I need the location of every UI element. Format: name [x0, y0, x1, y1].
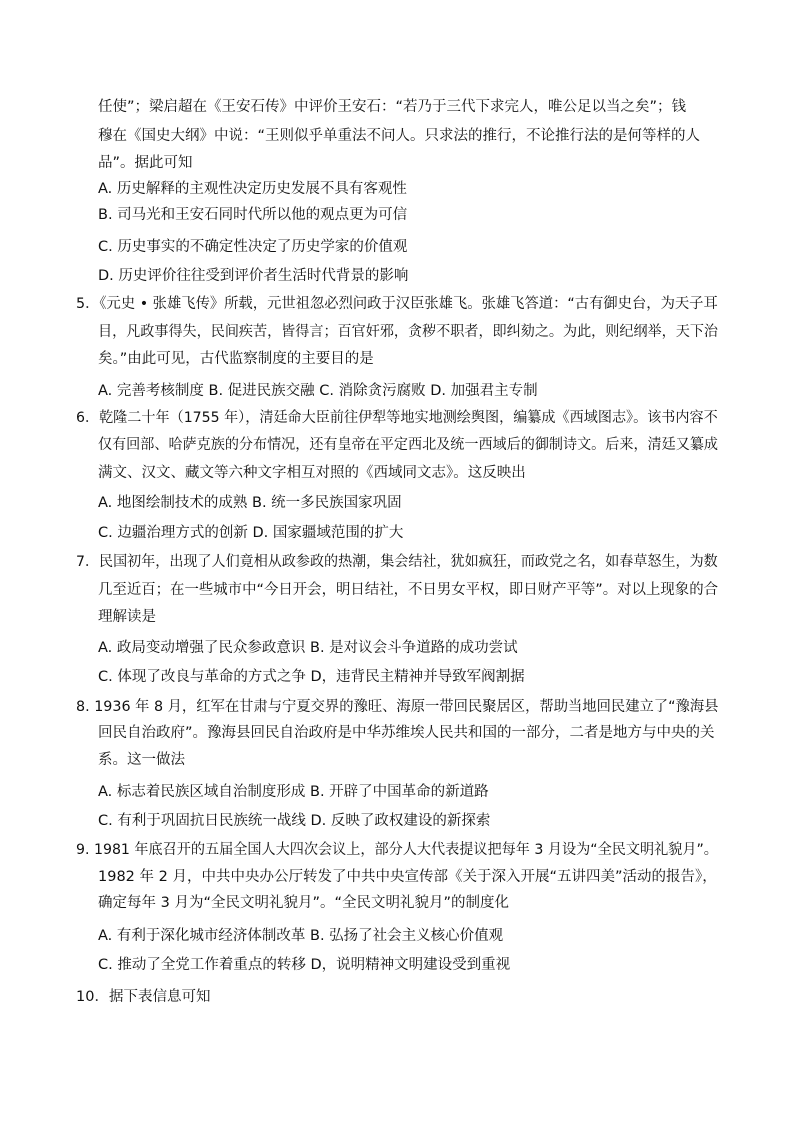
q4-stem-line-1: 任使”；梁启超在《王安石传》中评价王安石：“若乃于三代下求完人，唯公足以当之矣”；钱: [98, 99, 687, 115]
q4-option-b: B. 司马光和王安石同时代所以他的观点更为可信: [98, 207, 408, 223]
q7-stem-line-1: 7．民国初年，出现了人们竟相从政参政的热潮，集会结社，犹如疯狂，而政党之名，如春草怒生，为数: [76, 554, 718, 570]
q7-options-ab: A. 政局变动增强了民众参政意识 B. 是对议会斗争道路的成功尝试: [98, 640, 518, 656]
q4-option-c: C. 历史事实的不确定性决定了历史学家的价值观: [98, 239, 408, 255]
q6-stem-line-3: 满文、汉文、藏文等六种文字相互对照的《西域同文志》。这反映出: [98, 465, 526, 481]
q5-stem-line-2: 目，凡政事得失，民间疾苦，皆得言；百官奸邪，贪秽不职者，即纠劾之。为此，则纪纲举，天下治: [98, 324, 719, 340]
q6-options-ab: A. 地图绘制技术的成熟 B. 统一多民族国家巩固: [98, 495, 402, 511]
q5-stem-line-1: 5．《元史 • 张雄飞传》所载，元世祖忽必烈问政于汉臣张雄飞。张雄飞答道：“古有御史台，为天子耳: [76, 296, 718, 312]
q9-options-cd: C. 推动了全党工作着重点的转移 D，说明精神文明建设受到重视: [98, 957, 511, 973]
q7-stem-line-2: 几至近百；在一些城市中“今日开会，明日结社，不日男女平权，即日财产平等”。对以上现象的合: [98, 582, 719, 598]
q9-stem-line-1: 9. 1981 年底召开的五届全国人大四次会议上，部分人大代表提议把每年 3 月设为“全民文明礼貌月”。: [76, 842, 718, 858]
q8-stem-line-3: 系。这一做法: [98, 752, 185, 768]
q8-stem-line-1: 8. 1936 年 8 月，红军在甘肃与宁夏交界的豫旺、海原一带回民聚居区，帮助当地回民建立了“豫海县: [76, 699, 719, 715]
q10-stem: 10．据下表信息可知: [76, 989, 211, 1005]
q5-stem-line-3: 矣。”由此可见，古代监察制度的主要目的是: [98, 351, 374, 367]
q8-options-cd: C. 有利于巩固抗日民族统一战线 D. 反映了政权建设的新探索: [98, 813, 491, 829]
q8-stem-line-2: 回民自治政府”。豫海县回民自治政府是中华苏维埃人民共和国的一部分，二者是地方与中央的关: [98, 725, 715, 741]
q6-options-cd: C. 边疆治理方式的创新 D. 国家疆域范围的扩大: [98, 525, 404, 541]
q6-stem-line-1: 6．乾隆二十年（1755 年），清廷命大臣前往伊犁等地实地测绘舆图，编纂成《西域图志》。该书内容不: [76, 410, 718, 426]
q9-options-ab: A. 有利于深化城市经济体制改革 B. 弘扬了社会主义核心价值观: [98, 928, 504, 944]
q7-stem-line-3: 理解读是: [98, 609, 156, 625]
q4-option-d: D. 历史评价往往受到评价者生活时代背景的影响: [98, 268, 409, 284]
q7-options-cd: C. 体现了改良与革命的方式之争 D，违背民主精神并导致军阀割据: [98, 669, 525, 685]
q4-stem-line-3: 品”。据此可知: [98, 155, 193, 171]
q4-option-a: A. 历史解释的主观性决定历史发展不具有客观性: [98, 181, 407, 197]
q9-stem-line-2: 1982 年 2 月，中共中央办公厅转发了中共中央宣传部《关于深入开展“五讲四美”活动的报告》，: [98, 869, 717, 885]
q9-stem-line-3: 确定每年 3 月为“全民文明礼貌月”。“全民文明礼貌月”的制度化: [98, 895, 509, 911]
q5-options: A. 完善考核制度 B. 促进民族交融 C. 消除贪污腐败 D. 加强君主专制: [98, 383, 538, 399]
q8-options-ab: A. 标志着民族区域自治制度形成 B. 开辟了中国革命的新道路: [98, 784, 489, 800]
q6-stem-line-2: 仅有回部、哈萨克族的分布情况，还有皇帝在平定西北及统一西域后的御制诗文。后来，清廷又纂成: [98, 437, 719, 453]
q4-stem-line-2: 穆在《国史大纲》中说：“王则似乎单重法不问人。只求法的推行，不论推行法的是何等样的人: [98, 128, 701, 144]
